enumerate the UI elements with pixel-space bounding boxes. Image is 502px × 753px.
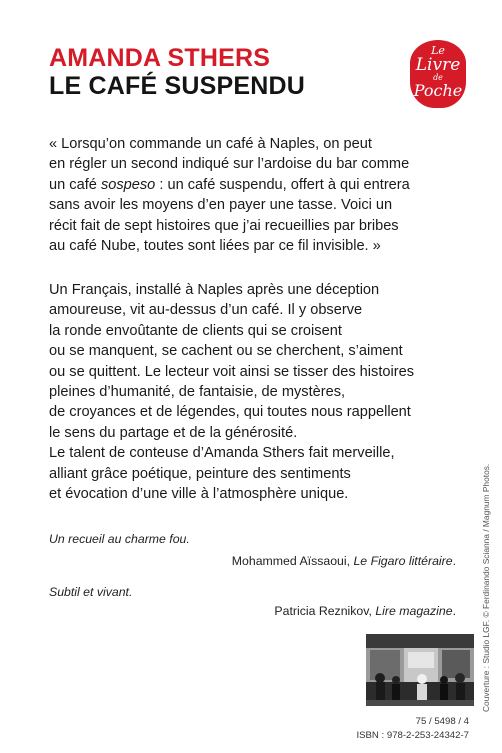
synopsis-line: pleines d’humanité, de fantaisie, de mystères,	[49, 384, 346, 401]
synopsis-line: de croyances et de légendes, qui toutes nous rappellent	[49, 404, 411, 421]
synopsis-line: amoureuse, vit au-dessus d’un café. Il y observe	[49, 302, 363, 319]
photo-credit: Couverture : Studio LGF. © Ferdinando Scianna / Magnum Photos.	[481, 463, 491, 712]
quote-line: sans avoir les moyens d’en payer une tasse. Voici un	[49, 197, 393, 214]
synopsis-line: ou se quittent. Le lecteur voit ainsi se tisser des histoires	[49, 363, 415, 380]
review-quote-1: Un recueil au charme fou.	[49, 532, 190, 546]
review-attribution-2	[274, 603, 456, 619]
review-author: Patricia Reznikov,	[274, 604, 376, 618]
synopsis	[49, 280, 414, 504]
quote-line: au café Nube, toutes sont liées par ce fil invisible. »	[49, 238, 381, 255]
quote-italic-word: sospeso	[100, 176, 156, 193]
quote-fragment: : un café suspendu, offert à qui entrera	[155, 176, 410, 193]
synopsis-line: le sens du partage et de la générosité.	[49, 424, 298, 441]
quote-line: « Lorsqu’on commande un café à Naples, on peut	[49, 136, 372, 152]
publisher-logo	[410, 40, 466, 108]
book-title: LE CAFÉ SUSPENDU	[49, 72, 306, 100]
review-attribution-1	[232, 553, 456, 569]
review-period: .	[452, 604, 456, 618]
synopsis-line: la ronde envoûtante de clients qui se croisent	[49, 322, 342, 339]
logo-text-le: Le	[431, 44, 445, 57]
synopsis-line: ou se manquent, se cachent ou se cherchent, s’aiment	[49, 343, 403, 360]
isbn: ISBN : 978-2-253-24342-7	[356, 730, 469, 741]
review-source: Lire magazine	[375, 604, 453, 618]
quote-line	[49, 175, 410, 195]
review-source: Le Figaro littéraire	[353, 554, 453, 568]
author-quote	[49, 134, 410, 256]
review-quote-2: Subtil et vivant.	[49, 585, 133, 599]
synopsis-line: Un Français, installé à Naples après une déception	[49, 282, 380, 298]
quote-line: récit fait de sept histoires que j’ai recueillies par bribes	[49, 217, 399, 234]
author-name: AMANDA STHERS	[49, 44, 271, 72]
synopsis-line: Le talent de conteuse d’Amanda Sthers fait merveille,	[49, 445, 395, 462]
quote-line: en régler un second indiqué sur l’ardoise du bar comme	[49, 156, 410, 173]
synopsis-line: et évocation d’une ville à l’atmosphère unique.	[49, 486, 349, 503]
logo-text-livre: Livre	[415, 55, 461, 75]
cover-photo	[366, 634, 474, 706]
logo-text-de: de	[433, 73, 443, 82]
quote-fragment: un café	[49, 176, 101, 193]
review-author: Mohammed Aïssaoui,	[231, 554, 354, 568]
review-period: .	[452, 554, 456, 568]
synopsis-line: alliant grâce poétique, peinture des sentiments	[49, 465, 351, 482]
logo-text-poche: Poche	[413, 81, 463, 100]
reference-code: 75 / 5498 / 4	[415, 716, 469, 727]
